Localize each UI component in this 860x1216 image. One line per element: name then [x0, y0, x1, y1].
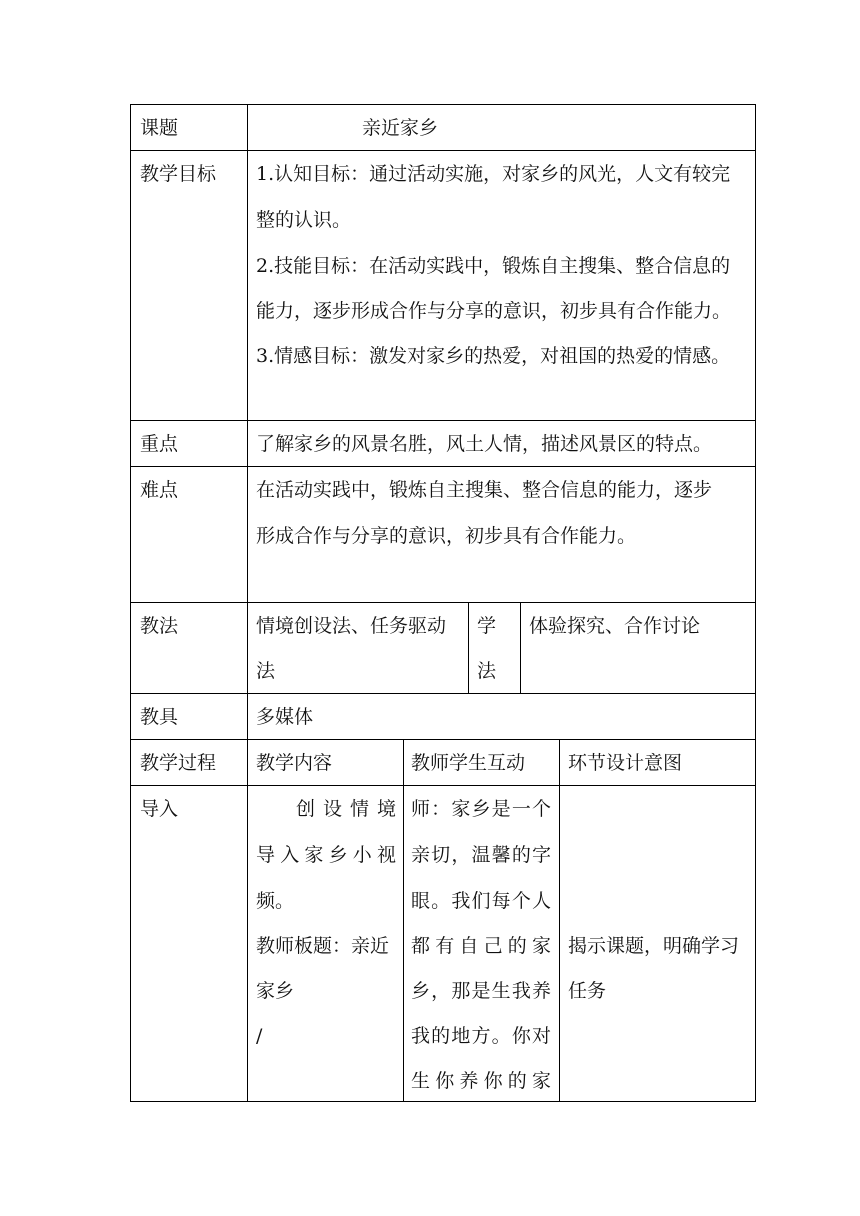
column-divider	[247, 104, 248, 1101]
column-divider	[468, 602, 469, 693]
difficult-line-2: 形成合作与分享的意识，初步具有合作能力。	[256, 525, 637, 547]
difficult-line-1: 在活动实践中，锻炼自主搜集、整合信息的能力，逐步	[256, 479, 713, 501]
topic-label: 课题	[140, 117, 179, 139]
process-label: 教学过程	[140, 752, 217, 774]
learn-method-label-line-1: 学	[477, 615, 497, 637]
teach-method-line-1: 情境创设法、任务驱动	[256, 615, 447, 637]
intro-intent-line-1: 揭示课题，明确学习	[568, 935, 740, 957]
intro-content-line-2: 导入家乡小视	[256, 844, 396, 866]
row-divider	[130, 420, 755, 421]
intro-interact-line-7: 生你养你的家	[411, 1070, 551, 1092]
topic-value: 亲近家乡	[362, 117, 439, 139]
learn-method-value: 体验探究、合作讨论	[529, 615, 701, 637]
row-divider	[130, 466, 755, 467]
row-divider	[130, 785, 755, 786]
key-label: 重点	[140, 433, 179, 455]
row-divider	[130, 693, 755, 694]
goals-line-1: 1.认知目标：通过活动实施，对家乡的风光，人文有较完	[256, 163, 731, 185]
intro-interact-line-4: 都有自己的家	[411, 935, 551, 957]
goals-line-4: 能力，逐步形成合作与分享的意识，初步具有合作能力。	[256, 300, 732, 322]
intro-content-line-6: /	[256, 1025, 263, 1047]
goals-line-2: 整的认识。	[256, 209, 352, 231]
column-divider	[403, 739, 404, 1101]
row-divider	[130, 739, 755, 740]
intro-intent-line-2: 任务	[568, 980, 607, 1002]
col-header-interact: 教师学生互动	[411, 752, 526, 774]
goals-line-5: 3.情感目标：激发对家乡的热爱，对祖国的热爱的情感。	[256, 345, 731, 367]
intro-interact-line-6: 我的地方。你对	[411, 1025, 551, 1047]
difficult-label: 难点	[140, 479, 179, 501]
learn-method-label-line-2: 法	[477, 660, 497, 682]
method-label: 教法	[140, 615, 179, 637]
column-divider	[559, 739, 560, 1101]
intro-interact-line-2: 亲切，温馨的字	[411, 844, 551, 866]
tools-label: 教具	[140, 706, 179, 728]
intro-content-line-5: 家乡	[256, 980, 295, 1002]
intro-content-line-1: 创设情境	[296, 798, 396, 820]
goals-line-3: 2.技能目标：在活动实践中，锻炼自主搜集、整合信息的	[256, 255, 731, 277]
key-value: 了解家乡的风景名胜，风土人情，描述风景区的特点。	[256, 433, 713, 455]
teach-method-line-2: 法	[256, 660, 276, 682]
col-header-intent: 环节设计意图	[568, 752, 683, 774]
intro-interact-line-3: 眼。我们每个人	[411, 890, 551, 912]
intro-content-line-3: 频。	[256, 890, 295, 912]
row-divider	[130, 150, 755, 151]
intro-interact-line-1: 师：家乡是一个	[411, 798, 551, 820]
intro-label: 导入	[140, 798, 179, 820]
intro-content-line-4: 教师板题：亲近	[256, 935, 390, 957]
goals-label: 教学目标	[140, 163, 217, 185]
intro-interact-line-5: 乡，那是生我养	[411, 980, 551, 1002]
row-divider	[130, 602, 755, 603]
column-divider	[520, 602, 521, 693]
col-header-content: 教学内容	[256, 752, 333, 774]
tools-value: 多媒体	[256, 706, 314, 728]
